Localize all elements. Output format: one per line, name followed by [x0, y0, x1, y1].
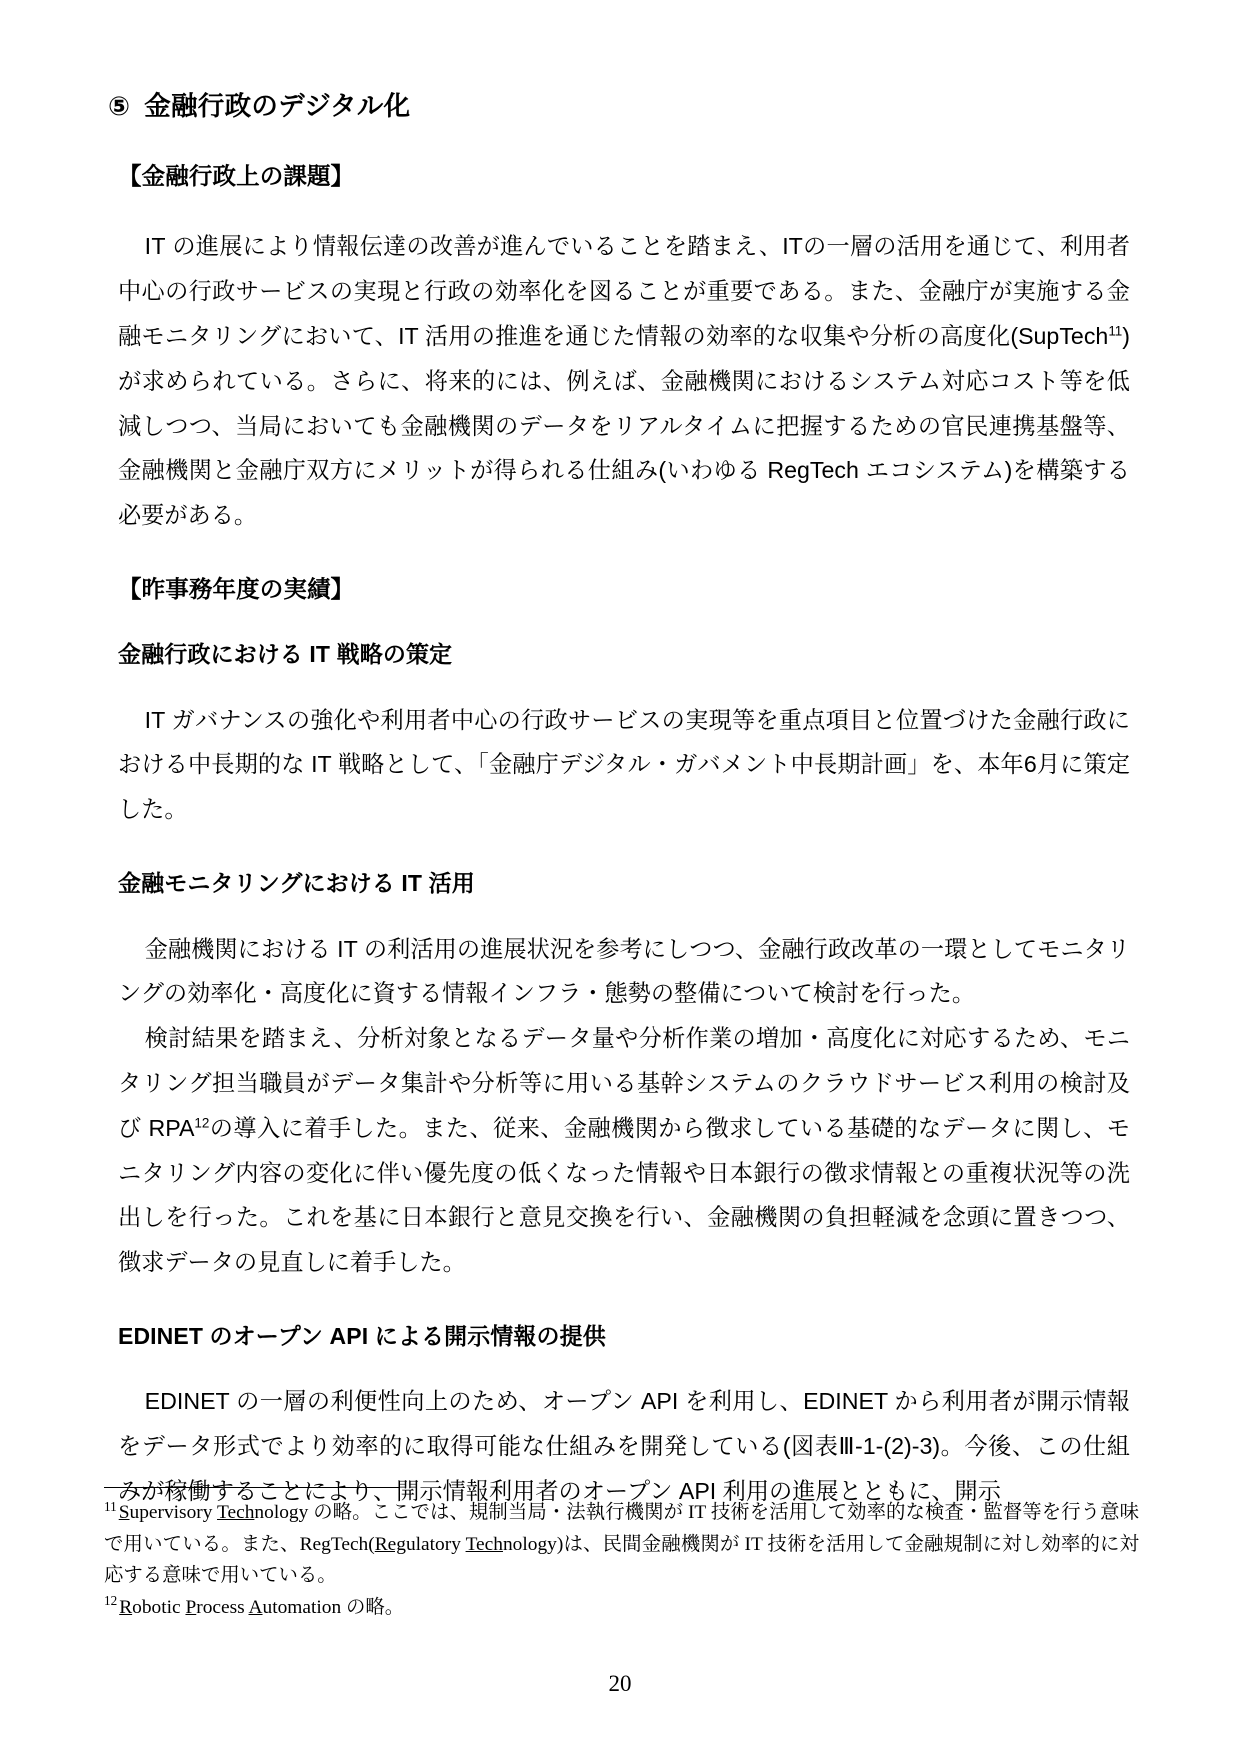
spacer [118, 901, 1130, 927]
spacer [118, 607, 1130, 637]
section-marker: ⑤ [108, 91, 131, 121]
paragraph-challenges-seg-c: )が求められている。さらに、将来的には、例えば、金融機関におけるシステム対応コスト等を低減しつつ、当局においても金融機関のデータをリアルタイムに把握するための官民連携基盤等、金融機関と金融庁双方にメリットが得られる仕組み(いわゆる RegTech エコシステム)を構築する必要がある。 [118, 322, 1130, 529]
footnote-11-rest1: upervisory [129, 1502, 218, 1523]
paragraph-challenges-seg-b: の進展により情報伝達の改善が進んでいることを踏まえ、ITの一層の活用を通じて、利用者中心の行政サービスの実現と行政の効率化を図ることが重要である。また、金融庁が実施する金融モニタリングにおいて、IT 活用の推進を通じた情報の効率的な収集や分析の高度化(SupTech [118, 233, 1130, 349]
spacer [118, 832, 1130, 866]
footnote-11-u2: Tech [217, 1502, 255, 1523]
paragraph-monitoring-1: 金融機関における IT の利活用の進展状況を参考にしつつ、金融行政改革の一環としてモニタリングの効率化・高度化に資する情報インフラ・態勢の整備について検討を行った。 [118, 935, 1130, 1007]
footnote-12-rest2: rocess [196, 1596, 249, 1618]
footnote-12-number: 12 [104, 1593, 118, 1609]
heading-it-strategy: 金融行政における IT 戦略の策定 [118, 641, 453, 668]
footnote-12-u1: R [119, 1596, 133, 1618]
footnote-12-rest3: utomation [262, 1596, 342, 1618]
footnote-11-rest2: nology [254, 1502, 309, 1523]
footnote-11-seg4: )は、民間金融機関が IT 技術を活用して金融規制に対し効率的に対応する意味で用いている。 [104, 1533, 1140, 1586]
footnote-12-rest1: obotic [132, 1596, 186, 1618]
spacer [118, 125, 1130, 159]
paragraph-monitoring-2-seg-b: の導入に着手した。また、従来、金融機関から徴求している基礎的なデータに関し、モニタリング内容の変化に伴い優先度の低くなった情報や日本銀行の徴求情報との重複状況等の洗出しを行った。これを基に日本銀行と意見交換を行い、金融機関の負担軽減を念頭に置きつつ、徴求データの見直しに着手した。 [118, 1114, 1130, 1276]
paragraph-challenges-seg-a: IT [144, 233, 166, 260]
footnote-12-u2: P [185, 1596, 197, 1618]
footnote-11-number: 11 [104, 1498, 117, 1514]
page-number: 20 [608, 1671, 632, 1696]
footnote-11-u1: S [118, 1502, 130, 1523]
footnote-11-u3: Reg [374, 1533, 406, 1555]
heading-edinet-api: EDINET のオープン API による開示情報の提供 [118, 1322, 606, 1349]
paragraph-monitoring-2 [118, 1016, 1130, 1285]
page-content [108, 88, 1130, 1514]
heading-last-year-results: 【昨事務年度の実績】 [118, 575, 355, 602]
spacer [118, 538, 1130, 572]
paragraph-monitoring-2-seg-a: 検討結果を踏まえ、分析対象となるデータ量や分析作業の増加・高度化に対応するため、モニタリング担当職員がデータ集計や分析等に用いる基幹システムのクラウドサービス利用の検討及び RPA [118, 1025, 1130, 1141]
footnote-11 [104, 1497, 1139, 1592]
spacer [118, 672, 1130, 698]
footnote-11-rest3: ulatory [405, 1533, 466, 1555]
spacer [118, 1353, 1130, 1379]
page-title [108, 88, 1130, 125]
footnote-separator-rule [104, 1487, 400, 1488]
footnote-area [104, 1487, 1139, 1623]
footnote-12-u3: A [248, 1596, 263, 1618]
footnote-ref-11[interactable]: 11 [1108, 323, 1123, 339]
footnote-11-u4: Tech [465, 1533, 503, 1555]
spacer [118, 1285, 1130, 1319]
paragraph-edinet: EDINET の一層の利便性向上のため、オープン API を利用し、EDINET から利用者が開示情報をデータ形式でより効率的に取得可能な仕組みを開発している(図表Ⅲ-1-(2)-3)。今後、この仕組みが稼働することにより、開示情報利用者のオープン API 利用の進展とともに、開示 [118, 1388, 1130, 1505]
heading-challenges: 【金融行政上の課題】 [118, 163, 355, 190]
footnote-ref-12[interactable]: 12 [194, 1115, 210, 1131]
section-title-text: 金融行政のデジタル化 [144, 91, 411, 121]
heading-monitoring-it: 金融モニタリングにおける IT 活用 [118, 870, 475, 897]
spacer [118, 194, 1130, 224]
footnote-11-seg2: の略。ここでは、規制当局・法執行機関が IT 技術を活用して効率的な検査・監督等を行う意味で用いている。また、RegTech( [104, 1502, 1139, 1555]
footnote-11-rest4: nology [502, 1533, 557, 1555]
footnote-12-tail: の略。 [341, 1596, 405, 1618]
footnote-12 [104, 1592, 1139, 1624]
paragraph-it-strategy: IT ガバナンスの強化や利用者中心の行政サービスの実現等を重点項目と位置づけた金融行政における中長期的な IT 戦略として、「金融庁デジタル・ガバメント中長期計画」を、本年6月に策定した。 [118, 706, 1130, 823]
paragraph-challenges [118, 224, 1130, 538]
